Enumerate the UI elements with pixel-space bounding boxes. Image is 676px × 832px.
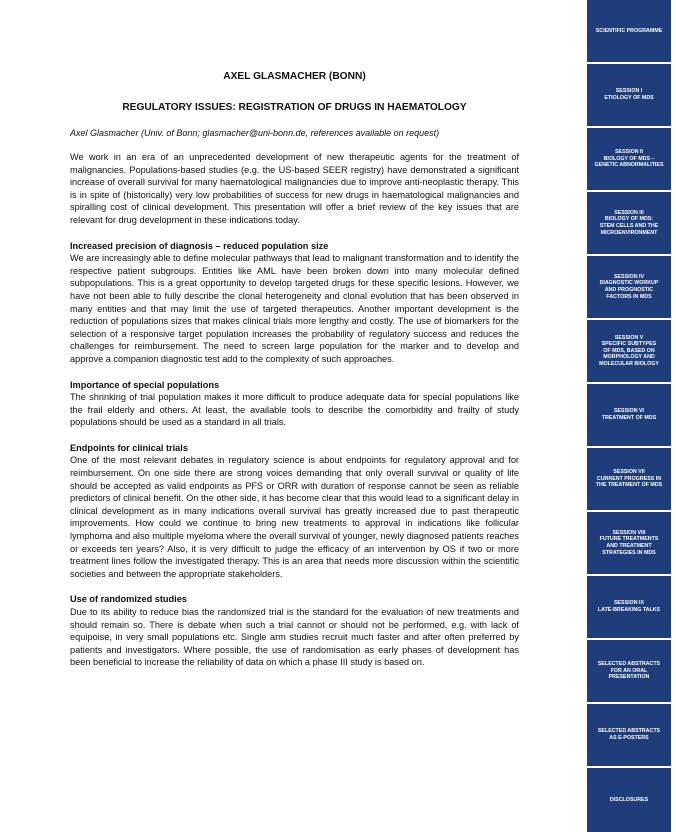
nav-tab-session-5[interactable]: SESSION V SPECIFIC SUBTYPES OF MDS, BASED ON MORPHOLOGY AND MOLECULAR BIOLOGY [587,320,671,382]
nav-tab-scientific-programme[interactable]: SCIENTIFIC PROGRAMME [587,0,671,62]
section-heading: Importance of special populations [70,379,220,390]
nav-tab-session-2[interactable]: SESSION II BIOLOGY OF MDS – GENETIC ABNORMALITIES [587,128,671,190]
nav-tab-session-3[interactable]: SESSION III BIOLOGY OF MDS: STEM CELLS AND THE MICROENVIRONMENT [587,192,671,254]
section-special-populations [70,379,519,429]
section-body: The shrinking of trial population makes it more difficult to produce adequate data for special populations like the frail elderly and others. At least, the available tools to describe the comorbidity and frailty of study populations should be used as a standard in all trials. [70,392,519,428]
nav-tab-e-poster-abstracts[interactable]: SELECTED ABSTRACTS AS E-POSTERS [587,704,671,766]
section-body: Due to its ability to reduce bias the randomized trial is the standard for the evaluation of new treatments and should remain so. There is debate when such a trial cannot or should not be performed, e.g. with lack of equipoise, in very small populations etc. Single arm studies recruit much faster and after often preferred by patients and investigators. Where possible, the use of randomisation as early phases of development has been beneficial to increase the reliability of data on which a phase III study is based on. [70,607,519,668]
nav-tab-session-4[interactable]: SESSION IV DIAGNOSTIC WORKUP AND PROGNOSTIC FACTORS IN MDS [587,256,671,318]
nav-tab-disclosures[interactable]: DISCLOSURES [587,768,671,832]
nav-tab-session-8[interactable]: SESSION VIII FUTURE TREATMENTS AND TREATMENT STRATEGIES IN MDS [587,512,671,574]
author-line: Axel Glasmacher (Univ. of Bonn; glasmacher@uni-bonn.de, references available on request) [70,128,440,138]
nav-tab-session-6[interactable]: SESSION VI TREATMENT OF MDS [587,384,671,446]
section-diagnosis [70,240,519,366]
session-navigation-sidebar [587,0,671,832]
nav-tab-oral-abstracts[interactable]: SELECTED ABSTRACTS FOR AN ORAL PRESENTATION [587,640,671,702]
document-subtitle: REGULATORY ISSUES: REGISTRATION OF DRUGS IN HAEMATOLOGY [122,102,467,113]
document-page [70,70,519,669]
document-title: AXEL GLASMACHER (BONN) [223,71,366,82]
section-randomized-studies [70,593,519,669]
section-heading: Endpoints for clinical trials [70,442,188,453]
intro-paragraph: We work in an era of an unprecedented development of new therapeutic agents for the treatment of malignancies. Populations-based studies (e.g. the US-based SEER registry) have demonstrated a significant increase of overall survival for many haematological malignancies due to improve anti-neoplastic therapy. This is in spite of (historically) very low probabilities of success for new drugs in haematological malignancies and spiralling cost of clinical development. This presentation will offer a brief review of the key issues that are relevant for drug development in these indications today. [70,152,519,225]
nav-tab-session-9[interactable]: SESSION IX LATE-BREAKING TALKS [587,576,671,638]
nav-tab-session-1[interactable]: SESSION I ETIOLOGY OF MDS [587,64,671,126]
section-body: One of the most relevant debates in regulatory science is about endpoints for regulatory approval and for reimbursement. On one side there are strong voices demanding that only overall survival or quality of life should be accepted as valid endpoints as PFS or ORR with duration of response cannot be seen as reliable predictors of clinical benefit. On the other side, it has become clear that this would lead to a significant delay in clinical development as in many indications overall survival has greatly increased due to past therapeutic improvements. How could we continue to bring new treatments to approval in indications like follicular lymphoma and also multiple myeloma where the overall survival of younger, newly diagnosed patients reaches or exceeds ten years? Also, it is very difficult to judge the efficacy of an intervention by OS if two or more treatment lines follow the investigated therapy. This is an area that needs more discussion within the scientific societies and between the appropriate stakeholders. [70,455,519,579]
section-heading: Increased precision of diagnosis – reduced population size [70,240,329,251]
section-heading: Use of randomized studies [70,594,187,605]
section-endpoints [70,442,519,581]
section-body: We are increasingly able to define molecular pathways that lead to malignant transformation and to identify the respective patient subgroups. Entities like AML have been broken down into many molecular defined subpopulations. This is a great opportunity to develop targeted drugs for these specific lesions. However, we have not been able to fully describe the clonal heterogeneity and clonal evolution that has been observed in many entities and that may limit the use of targeted therapeutics. Another important development is the reduction of populations sizes that makes clinical trials more lengthy and costly. The use of biomarkers for the selection of a responsive target population increases the probability of regulatory success and reduces the challenges for reimbursement. The need to screen large population for the marker and to develop and approve a companion diagnostic test add to the complexity of such approaches. [70,253,519,364]
nav-tab-session-7[interactable]: SESSION VII CURRENT PROGRESS IN THE TREATMENT OF MDS [587,448,671,510]
